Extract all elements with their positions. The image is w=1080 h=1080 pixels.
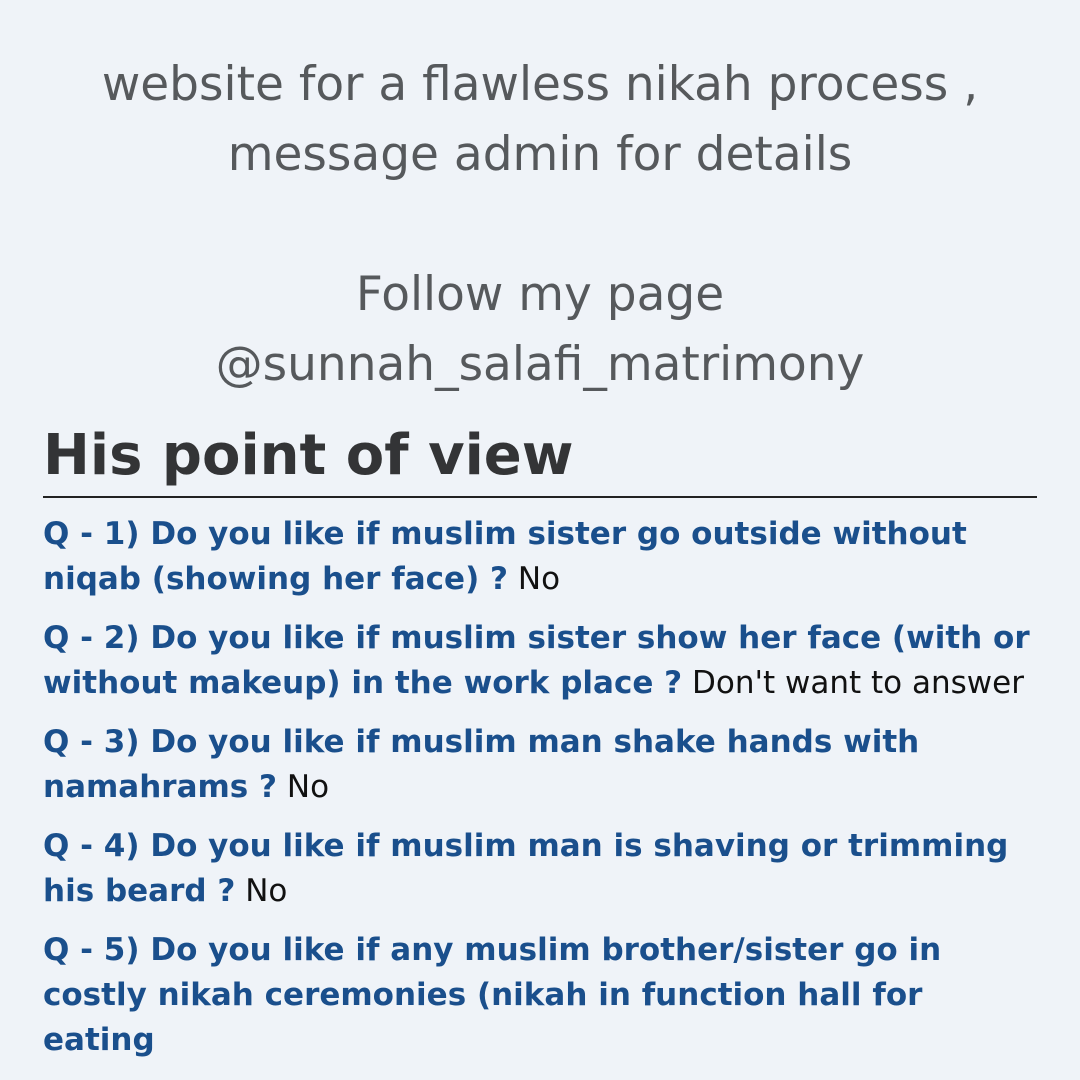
qa-item-3 [43, 720, 1037, 810]
point-of-view-section [43, 418, 1037, 1077]
question-text: Q - 4) Do you like if muslim man is shaving or trimming his beard ? [43, 828, 1009, 909]
answer-text: Don't want to answer [691, 665, 1024, 701]
banner-line-follow: Follow my page [355, 267, 725, 322]
answer-text: No [286, 769, 330, 805]
banner-line-website: website for a flawless nikah process , [101, 57, 979, 112]
answer-text: No [245, 873, 288, 909]
promo-banner [0, 50, 1080, 400]
banner-handle-link[interactable]: @sunnah_salafi_matrimony [215, 337, 865, 392]
qa-list [43, 512, 1037, 1063]
qa-item-5 [43, 928, 1037, 1063]
question-text: Q - 2) Do you like if muslim sister show her face (with or without makeup) in the work place ? [43, 620, 1030, 701]
section-title: His point of view [43, 418, 1037, 498]
question-text: Q - 5) Do you like if any muslim brother/sister go in costly nikah ceremonies (nikah in function hall for eating [43, 932, 942, 1058]
banner-spacer [0, 190, 1080, 260]
question-text: Q - 1) Do you like if muslim sister go outside without niqab (showing her face) ? [43, 516, 967, 597]
qa-item-2 [43, 616, 1037, 706]
qa-item-1 [43, 512, 1037, 602]
banner-line-message-admin: message admin for details [227, 127, 853, 182]
qa-item-4 [43, 824, 1037, 914]
question-text: Q - 3) Do you like if muslim man shake hands with namahrams ? [43, 724, 920, 805]
answer-text: No [517, 561, 561, 597]
